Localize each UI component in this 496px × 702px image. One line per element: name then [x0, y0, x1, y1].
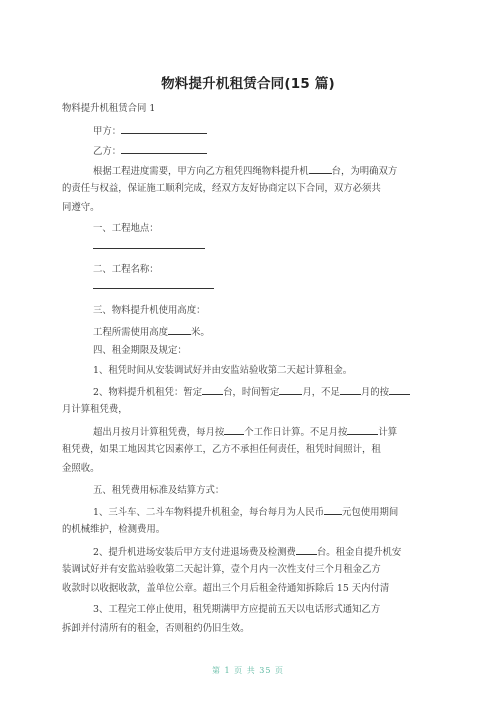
section-3-heading: 三、物料提升机使用高度：	[93, 305, 206, 316]
blank	[279, 384, 302, 395]
blank	[347, 424, 378, 435]
text: 月的按	[360, 387, 390, 398]
party-a-label: 甲方：	[93, 126, 122, 137]
clause-4-3-line-2: 租凭费，如果工地因其它因素停工，乙方不承担任何责任，租凭时间照计，租	[62, 444, 381, 455]
text: 2、物料提升机租凭：暂定	[93, 387, 203, 398]
clause-5-3-line-2: 拆卸并付清所有的租金，否则租约仍旧生效。	[62, 623, 250, 634]
page-footer: 第 1 页 共 35 页	[212, 666, 284, 675]
text: 台，时间暂定	[223, 387, 280, 398]
section-1-heading: 一、工程地点：	[93, 223, 159, 234]
text: 台。租金自提升机安	[316, 547, 402, 558]
blank	[389, 384, 410, 395]
text: 个工作日计算。不足月按	[244, 427, 348, 438]
text: 元包使用期间	[341, 507, 399, 518]
intro-line-2: 的责任与权益，保证施工顺利完成，经双方友好协商定以下合同，双方必须共	[62, 183, 381, 194]
blank	[202, 384, 223, 395]
party-a-blank	[121, 123, 207, 134]
text: 2、提升机进场安装后甲方支付进退场费及检测费	[93, 547, 296, 558]
text: 超出月按月计算租凭费，每月按	[93, 427, 225, 438]
party-b-blank	[121, 143, 207, 154]
contract-subtitle: 物料提升机租赁合同 1	[62, 103, 156, 114]
section-5-heading: 五、租凭费用标准及结算方式：	[93, 485, 225, 496]
blank	[340, 384, 361, 395]
intro-text: 根据工程进度需要，甲方向乙方租凭四绳物料提升机	[93, 166, 309, 177]
party-a-line	[93, 123, 207, 138]
clause-4-3-line-3: 金照收。	[62, 463, 100, 474]
clause-5-1-line-1	[93, 504, 398, 519]
clause-4-2-line-1	[93, 384, 410, 399]
intro-line-3: 同遵守。	[62, 202, 100, 213]
blank	[224, 424, 244, 435]
project-name-blank	[93, 288, 214, 289]
party-b-line	[93, 143, 207, 158]
clause-5-2-line-3: 收款时以收据收款，盖单位公章。超出三个月后租金待通知拆除后 15 天内付清	[62, 583, 390, 594]
text: 月，不足	[302, 387, 340, 398]
clause-5-3-line-1: 3、工程完工停止使用，租凭期满甲方应提前五天以电话形式通知乙方	[93, 604, 381, 615]
clause-4-2-line-2: 月计算租凭费，	[62, 404, 128, 415]
clause-5-1-line-2: 的机械维护，检测费用。	[62, 524, 166, 535]
section-2-heading: 二、工程名称：	[93, 264, 159, 275]
blank	[296, 544, 317, 555]
blank	[168, 324, 191, 335]
blank	[324, 504, 342, 515]
site-location-blank	[93, 248, 205, 249]
text: 计算	[378, 427, 398, 438]
section-4-heading: 四、租金期限及规定：	[93, 345, 187, 356]
clause-4-3-line-1	[93, 424, 397, 439]
blank	[309, 163, 332, 174]
text: 米。	[191, 327, 210, 338]
clause-5-2-line-2: 装调试好并有安监站验收第二天起计算，壹个月内一次性支付三个月租金乙方	[62, 564, 381, 575]
clause-5-2-line-1	[93, 544, 401, 559]
party-b-label: 乙方：	[93, 146, 122, 157]
document-title: 物料提升机租赁合同(15 篇)	[161, 76, 335, 92]
text: 工程所需使用高度	[93, 327, 169, 338]
intro-line-1	[93, 163, 397, 178]
section-3-body	[93, 324, 210, 339]
intro-text: 台，为明确双方	[331, 166, 398, 177]
clause-4-1: 1、租凭时间从安装调试好并由安监站验收第二天起计算租金。	[93, 365, 353, 376]
text: 1、三斗车、二斗车物料提升机租金，每台每月为人民币	[93, 507, 324, 518]
